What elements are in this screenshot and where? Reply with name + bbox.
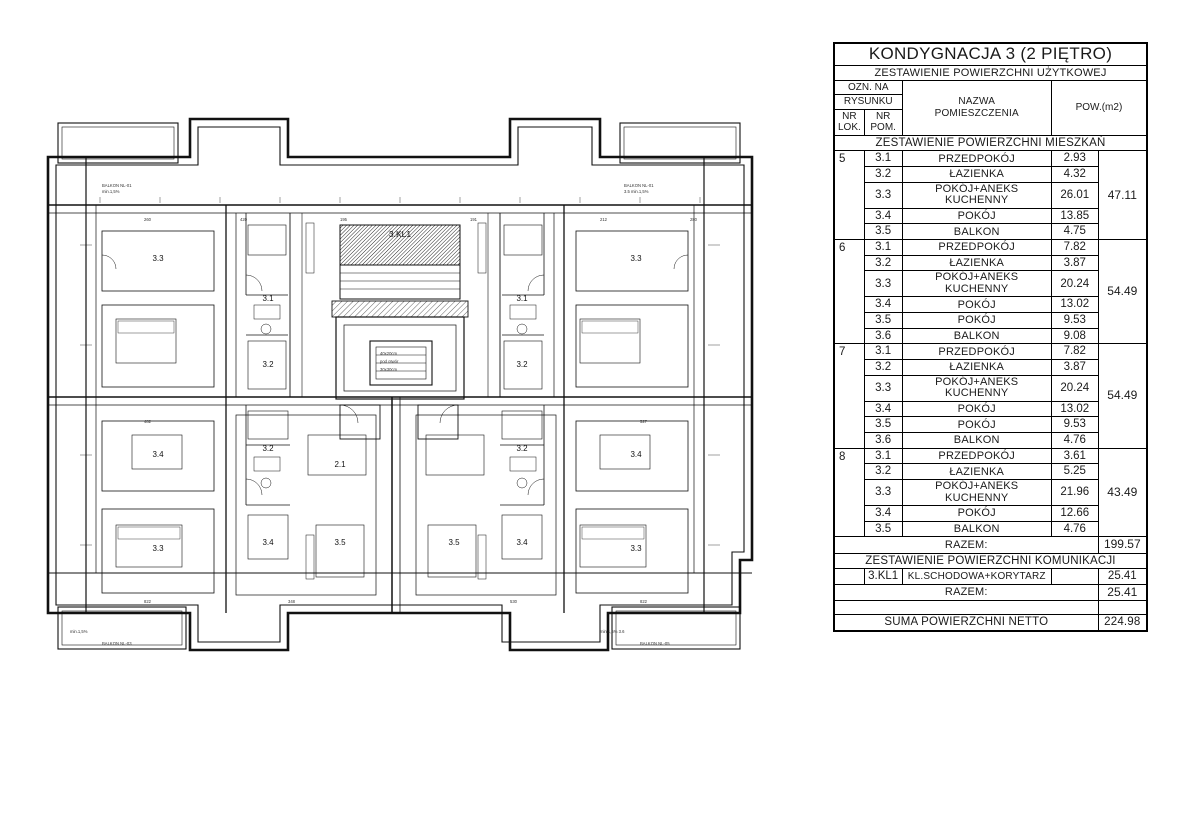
suma-row: [835, 614, 1147, 630]
svg-text:260: 260: [144, 217, 151, 222]
room-name: PRZEDPOKÓJ: [902, 240, 1051, 256]
room-name: [902, 375, 1051, 401]
room-nr: 3.6: [864, 433, 902, 449]
room-name: ŁAZIENKA: [902, 255, 1051, 271]
room-nr: 3.3: [864, 375, 902, 401]
room-nr: 3.4: [864, 506, 902, 522]
svg-text:348: 348: [288, 599, 295, 604]
room-name: PRZEDPOKÓJ: [902, 448, 1051, 464]
room-nr: 3.1: [864, 448, 902, 464]
svg-text:3.5: 3.5: [448, 538, 460, 547]
svg-text:3.5: 3.5: [334, 538, 346, 547]
section-circulation-row: [835, 553, 1147, 569]
svg-text:212: 212: [600, 217, 607, 222]
svg-text:420: 420: [240, 217, 247, 222]
svg-text:pod otwór: pod otwór: [380, 359, 399, 364]
spacer-row: [835, 600, 1147, 614]
table-title-row: [835, 44, 1147, 66]
room-name: BALKON: [902, 328, 1051, 344]
apartment-total: 47.11: [1098, 151, 1146, 240]
room-area: 4.75: [1051, 224, 1098, 240]
room-name: POKÓJ: [902, 401, 1051, 417]
room-area: 3.87: [1051, 255, 1098, 271]
lok-number: 8: [835, 448, 865, 537]
table-row: [835, 151, 1147, 167]
room-name-text: POKÓJ+ANEKS KUCHENNY: [935, 479, 1019, 504]
circulation-lok: [835, 569, 865, 585]
circulation-name: KL.SCHODOWA+KORYTARZ: [902, 569, 1051, 585]
svg-text:3.3: 3.3: [630, 544, 642, 553]
room-nr: 3.1: [864, 151, 902, 167]
svg-text:3.4: 3.4: [516, 538, 528, 547]
room-nr: 3.1: [864, 240, 902, 256]
floor-plan-drawing: [40, 105, 760, 665]
header-nr-pom: NR POM.: [864, 109, 902, 135]
room-area: 13.02: [1051, 401, 1098, 417]
header-nazwa-line1: NAZWA: [958, 96, 996, 108]
floor-plan-svg: [40, 105, 760, 665]
svg-text:BALKON NL-03: BALKON NL-03: [102, 641, 132, 646]
table-subtitle: ZESTAWIENIE POWIERZCHNI UŻYTKOWEJ: [835, 65, 1147, 80]
room-nr: 3.5: [864, 313, 902, 329]
room-nr: 3.4: [864, 208, 902, 224]
room-area: 4.32: [1051, 167, 1098, 183]
room-name: ŁAZIENKA: [902, 360, 1051, 376]
svg-text:3.2: 3.2: [516, 360, 528, 369]
lok-number: 6: [835, 240, 865, 344]
room-name: PRZEDPOKÓJ: [902, 344, 1051, 360]
room-name-text: POKÓJ+ANEKS KUCHENNY: [935, 182, 1019, 207]
table-row: [835, 448, 1147, 464]
room-nr: 3.1: [864, 344, 902, 360]
table-title: KONDYGNACJA 3 (2 PIĘTRO): [835, 44, 1147, 66]
razem-circulation-value: 25.41: [1098, 584, 1146, 600]
razem-circulation-label: RAZEM:: [835, 584, 1099, 600]
circulation-area: 25.41: [1098, 569, 1146, 585]
svg-text:3.4: 3.4: [262, 538, 274, 547]
svg-text:530: 530: [510, 599, 517, 604]
header-nazwa: [902, 80, 1051, 135]
svg-text:3.4: 3.4: [152, 450, 164, 459]
svg-text:BALKON NL-01: BALKON NL-01: [624, 183, 654, 188]
svg-text:40x20cm: 40x20cm: [380, 351, 397, 356]
room-name: [902, 182, 1051, 208]
svg-text:3.1: 3.1: [262, 294, 274, 303]
razem-circulation-row: [835, 584, 1147, 600]
room-name: POKÓJ: [902, 417, 1051, 433]
svg-text:482: 482: [144, 419, 151, 424]
room-area: 7.82: [1051, 240, 1098, 256]
room-area: 3.61: [1051, 448, 1098, 464]
room-name: PRZEDPOKÓJ: [902, 151, 1051, 167]
svg-text:3.3: 3.3: [630, 254, 642, 263]
svg-text:822: 822: [640, 599, 647, 604]
svg-text:3.3: 3.3: [152, 254, 164, 263]
room-area: 13.02: [1051, 297, 1098, 313]
spacer-cell-left: [835, 600, 1099, 614]
lok-number: 5: [835, 151, 865, 240]
section-apartments-label: ZESTAWIENIE POWIERZCHNI MIESZKAŃ: [835, 135, 1147, 151]
room-nr: 3.2: [864, 464, 902, 480]
svg-text:3.1: 3.1: [516, 294, 528, 303]
spacer-cell-right: [1098, 600, 1146, 614]
room-area: 12.66: [1051, 506, 1098, 522]
svg-text:3.2: 3.2: [262, 444, 274, 453]
razem-label: RAZEM:: [835, 537, 1099, 553]
room-area: 20.24: [1051, 271, 1098, 297]
svg-text:BALKON NL-01: BALKON NL-01: [102, 183, 132, 188]
header-pow: POW.(m2): [1051, 80, 1146, 135]
svg-text:min.1,5% 3.6: min.1,5% 3.6: [600, 629, 625, 634]
header-ozn-line2: RYSUNKU: [835, 95, 903, 110]
room-area: 3.87: [1051, 360, 1098, 376]
room-name: ŁAZIENKA: [902, 464, 1051, 480]
table-row: [835, 344, 1147, 360]
svg-text:3.2: 3.2: [516, 444, 528, 453]
svg-text:3.4: 3.4: [630, 450, 642, 459]
table-header-row-1: [835, 80, 1147, 95]
room-nr: 3.2: [864, 255, 902, 271]
room-name: POKÓJ: [902, 297, 1051, 313]
lok-number: 7: [835, 344, 865, 448]
svg-text:280: 280: [690, 217, 697, 222]
table-row: [835, 240, 1147, 256]
room-nr: 3.2: [864, 167, 902, 183]
razem-apartments-value: 199.57: [1098, 537, 1146, 553]
room-nr: 3.4: [864, 401, 902, 417]
svg-text:3.2: 3.2: [262, 360, 274, 369]
room-name: POKÓJ: [902, 313, 1051, 329]
room-name: BALKON: [902, 433, 1051, 449]
area-schedule-table: [833, 42, 1148, 632]
room-name: ŁAZIENKA: [902, 167, 1051, 183]
svg-text:822: 822: [144, 599, 151, 604]
room-nr: 3.5: [864, 417, 902, 433]
room-area: 9.08: [1051, 328, 1098, 344]
suma-label: SUMA POWIERZCHNI NETTO: [835, 614, 1099, 630]
header-nazwa-line2: POMIESZCZENIA: [934, 107, 1019, 119]
header-nr-lok: NR LOK.: [835, 109, 865, 135]
circulation-area-empty: [1051, 569, 1098, 585]
room-area: 13.85: [1051, 208, 1098, 224]
svg-text:2.1: 2.1: [334, 460, 346, 469]
room-area: 21.96: [1051, 479, 1098, 505]
room-area: 4.76: [1051, 433, 1098, 449]
room-name: POKÓJ: [902, 208, 1051, 224]
svg-text:3.5 min.1,5%: 3.5 min.1,5%: [624, 189, 649, 194]
apartment-total: 43.49: [1098, 448, 1146, 537]
room-name: [902, 479, 1051, 505]
svg-text:30x30cm: 30x30cm: [380, 367, 397, 372]
room-nr: 3.3: [864, 271, 902, 297]
razem-apartments-row: [835, 537, 1147, 553]
room-nr: 3.6: [864, 328, 902, 344]
room-area: 5.25: [1051, 464, 1098, 480]
svg-text:3.KL1: 3.KL1: [388, 229, 412, 239]
apartment-total: 54.49: [1098, 240, 1146, 344]
header-ozn-line1: OZN. NA: [835, 80, 903, 95]
room-nr: 3.4: [864, 297, 902, 313]
circulation-row: [835, 569, 1147, 585]
room-nr: 3.5: [864, 521, 902, 537]
room-nr: 3.2: [864, 360, 902, 376]
svg-text:BALKON NL-05: BALKON NL-05: [640, 641, 670, 646]
room-name-text: POKÓJ+ANEKS KUCHENNY: [935, 375, 1019, 400]
room-nr: 3.5: [864, 224, 902, 240]
svg-text:195: 195: [340, 217, 347, 222]
room-name: POKÓJ: [902, 506, 1051, 522]
svg-text:min.1,5%: min.1,5%: [102, 189, 120, 194]
room-area: 7.82: [1051, 344, 1098, 360]
room-area: 9.53: [1051, 313, 1098, 329]
svg-text:527: 527: [640, 419, 647, 424]
svg-text:191: 191: [470, 217, 477, 222]
circulation-nr: 3.KL1: [864, 569, 902, 585]
table-subtitle-row: [835, 65, 1147, 80]
room-name-text: POKÓJ+ANEKS KUCHENNY: [935, 271, 1019, 295]
section-apartments-row: [835, 135, 1147, 151]
apartment-total: 54.49: [1098, 344, 1146, 448]
room-area: 9.53: [1051, 417, 1098, 433]
room-name: BALKON: [902, 521, 1051, 537]
svg-text:min.1,5%: min.1,5%: [70, 629, 88, 634]
suma-value: 224.98: [1098, 614, 1146, 630]
room-nr: 3.3: [864, 182, 902, 208]
room-area: 4.76: [1051, 521, 1098, 537]
room-nr: 3.3: [864, 479, 902, 505]
room-area: 20.24: [1051, 375, 1098, 401]
section-circulation-label: ZESTAWIENIE POWIERZCHNI KOMUNIKACJI: [835, 553, 1147, 569]
room-area: 26.01: [1051, 182, 1098, 208]
room-area: 2.93: [1051, 151, 1098, 167]
svg-text:3.3: 3.3: [152, 544, 164, 553]
room-name: BALKON: [902, 224, 1051, 240]
room-name: [902, 271, 1051, 297]
